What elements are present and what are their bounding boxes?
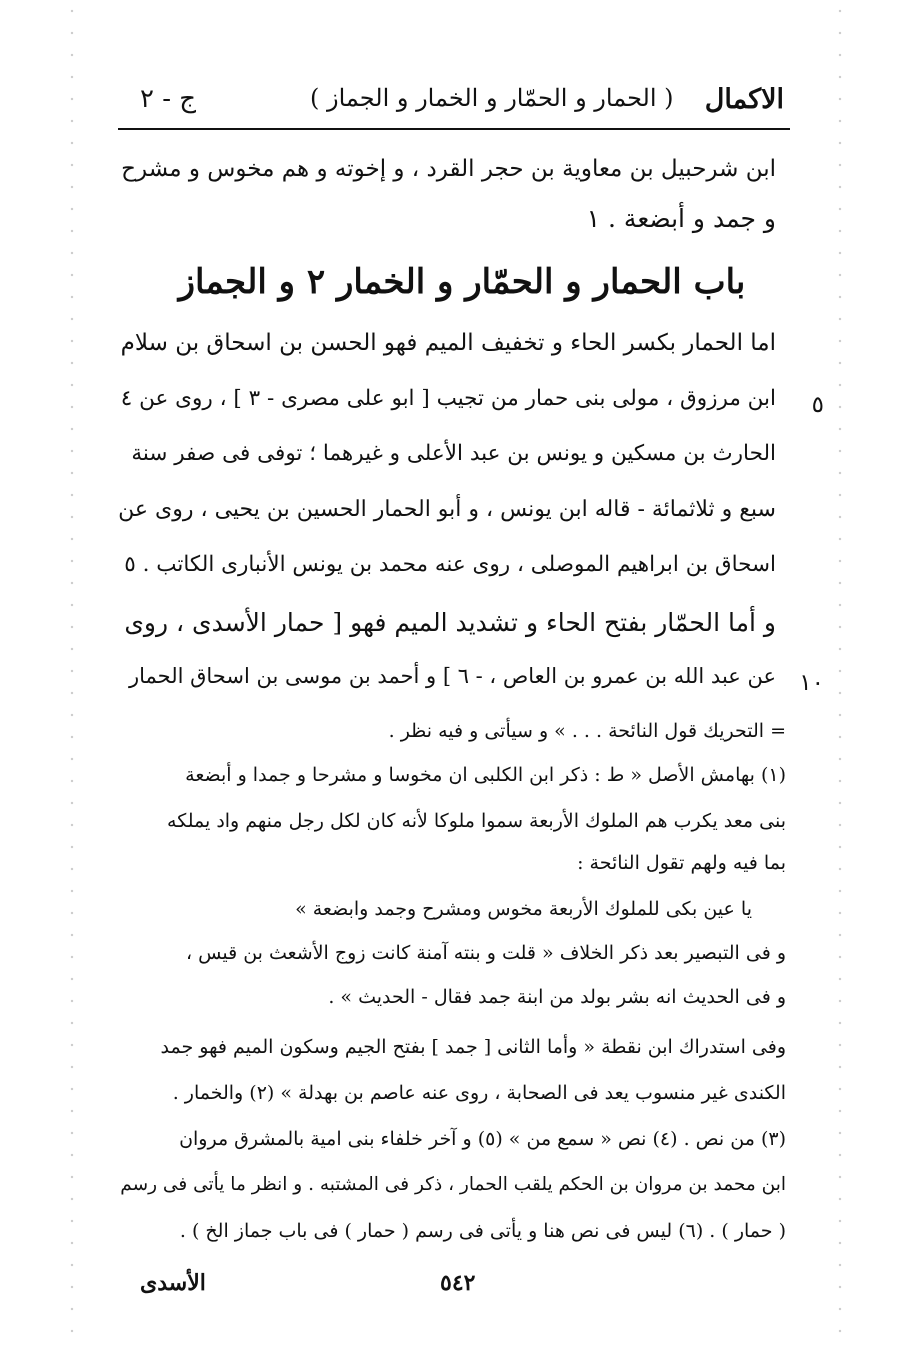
footnote-line: وفى استدراك ابن نقطة « وأما الثانى [ جمد ] بفتح الجيم وسكون الميم فهو جمد [160, 1036, 786, 1058]
footnote-line: و فى التبصير بعد ذكر الخلاف « قلت و بنته آمنة كانت زوج الأشعث بن قيس ، [185, 942, 786, 964]
scan-dots [70, 0, 74, 1345]
footnote-line: و فى الحديث انه بشر بولد من ابنة جمد فقال - الحديث » . [328, 986, 786, 1008]
catchword: الأسدى [140, 1270, 206, 1296]
footnote-line: ( حمار ) . (٦) ليس فى نص هنا و يأتى فى رسم ( حمار ) فى باب جماز الخ ) . [179, 1220, 786, 1242]
footnote-line: الكندى غير منسوب يعد فى الصحابة ، روى عنه عاصم بن بهدلة » (٢) والخمار . [172, 1082, 786, 1104]
main-text-line: اسحاق بن ابراهيم الموصلى ، روى عنه محمد بن يونس الأنبارى الكاتب . ٥ [124, 552, 776, 577]
scan-dots [838, 0, 842, 1345]
running-header-volume: ج - ٢ [140, 84, 197, 114]
main-text-line: الحارث بن مسكين و يونس بن عبد الأعلى و غيرهما ؛ توفى فى صفر سنة [131, 441, 776, 466]
main-text-line: و أما الحمّار بفتح الحاء و تشديد الميم فهو [ حمار الأسدى ، روى [124, 608, 776, 637]
main-text-line: ابن مرزوق ، مولى بنى حمار من تجيب [ ابو على مصرى - ٣ ] ، روى عن ٤ [120, 386, 776, 411]
running-header-chapter: ( الحمار و الحمّار و الخمار و الجماز ) [310, 84, 674, 112]
running-header-book-title: الاكمال [704, 84, 784, 115]
intro-line: ابن شرحبيل بن معاوية بن حجر القرد ، و إخوته و هم مخوس و مشرح [121, 156, 776, 182]
main-text-line: سبع و ثلاثمائة - قاله ابن يونس ، و أبو الحمار الحسين بن يحيى ، روى عن [118, 497, 776, 522]
chapter-title: باب الحمار و الحمّار و الخمار ٢ و الجماز [178, 262, 746, 302]
footnote-line: = التحريك قول النائحة . . . » و سيأتى و فيه نظر . [388, 720, 786, 742]
footnote-line: بما فيه ولهم تقول النائحة : [577, 852, 786, 874]
footnote-line: (١) بهامش الأصل « ط : ذكر ابن الكلبى ان مخوسا و مشرحا و جمدا و أبضعة [185, 764, 786, 786]
footnote-line: ابن محمد بن مروان بن الحكم يلقب الحمار ، ذكر فى المشتبه . و انظر ما يأتى فى رسم [120, 1174, 786, 1195]
header-rule [118, 128, 790, 130]
intro-line: و جمد و أبضعة . ١ [586, 204, 776, 233]
line-number-5: ٥ [811, 392, 824, 418]
footnote-poem-line: يا عين بكى للملوك الأربعة مخوس ومشرح وجمد وابضعة » [295, 898, 752, 920]
line-number-10: ١٠ [799, 670, 824, 696]
page-number: ٥٤٢ [440, 1270, 476, 1296]
footnote-line: بنى معد يكرب هم الملوك الأربعة سموا ملوكا لأنه كان لكل رجل منهم واد يملكه [167, 810, 786, 832]
main-text-line: اما الحمار بكسر الحاء و تخفيف الميم فهو الحسن بن اسحاق بن سلام [120, 330, 776, 356]
main-text-line: عن عبد الله بن عمرو بن العاص ، - ٦ ] و أحمد بن موسى بن اسحاق الحمار [128, 664, 776, 688]
footnote-line: (٣) من نص . (٤) نص « سمع من » (٥) و آخر خلفاء بنى امية بالمشرق مروان [179, 1128, 786, 1150]
